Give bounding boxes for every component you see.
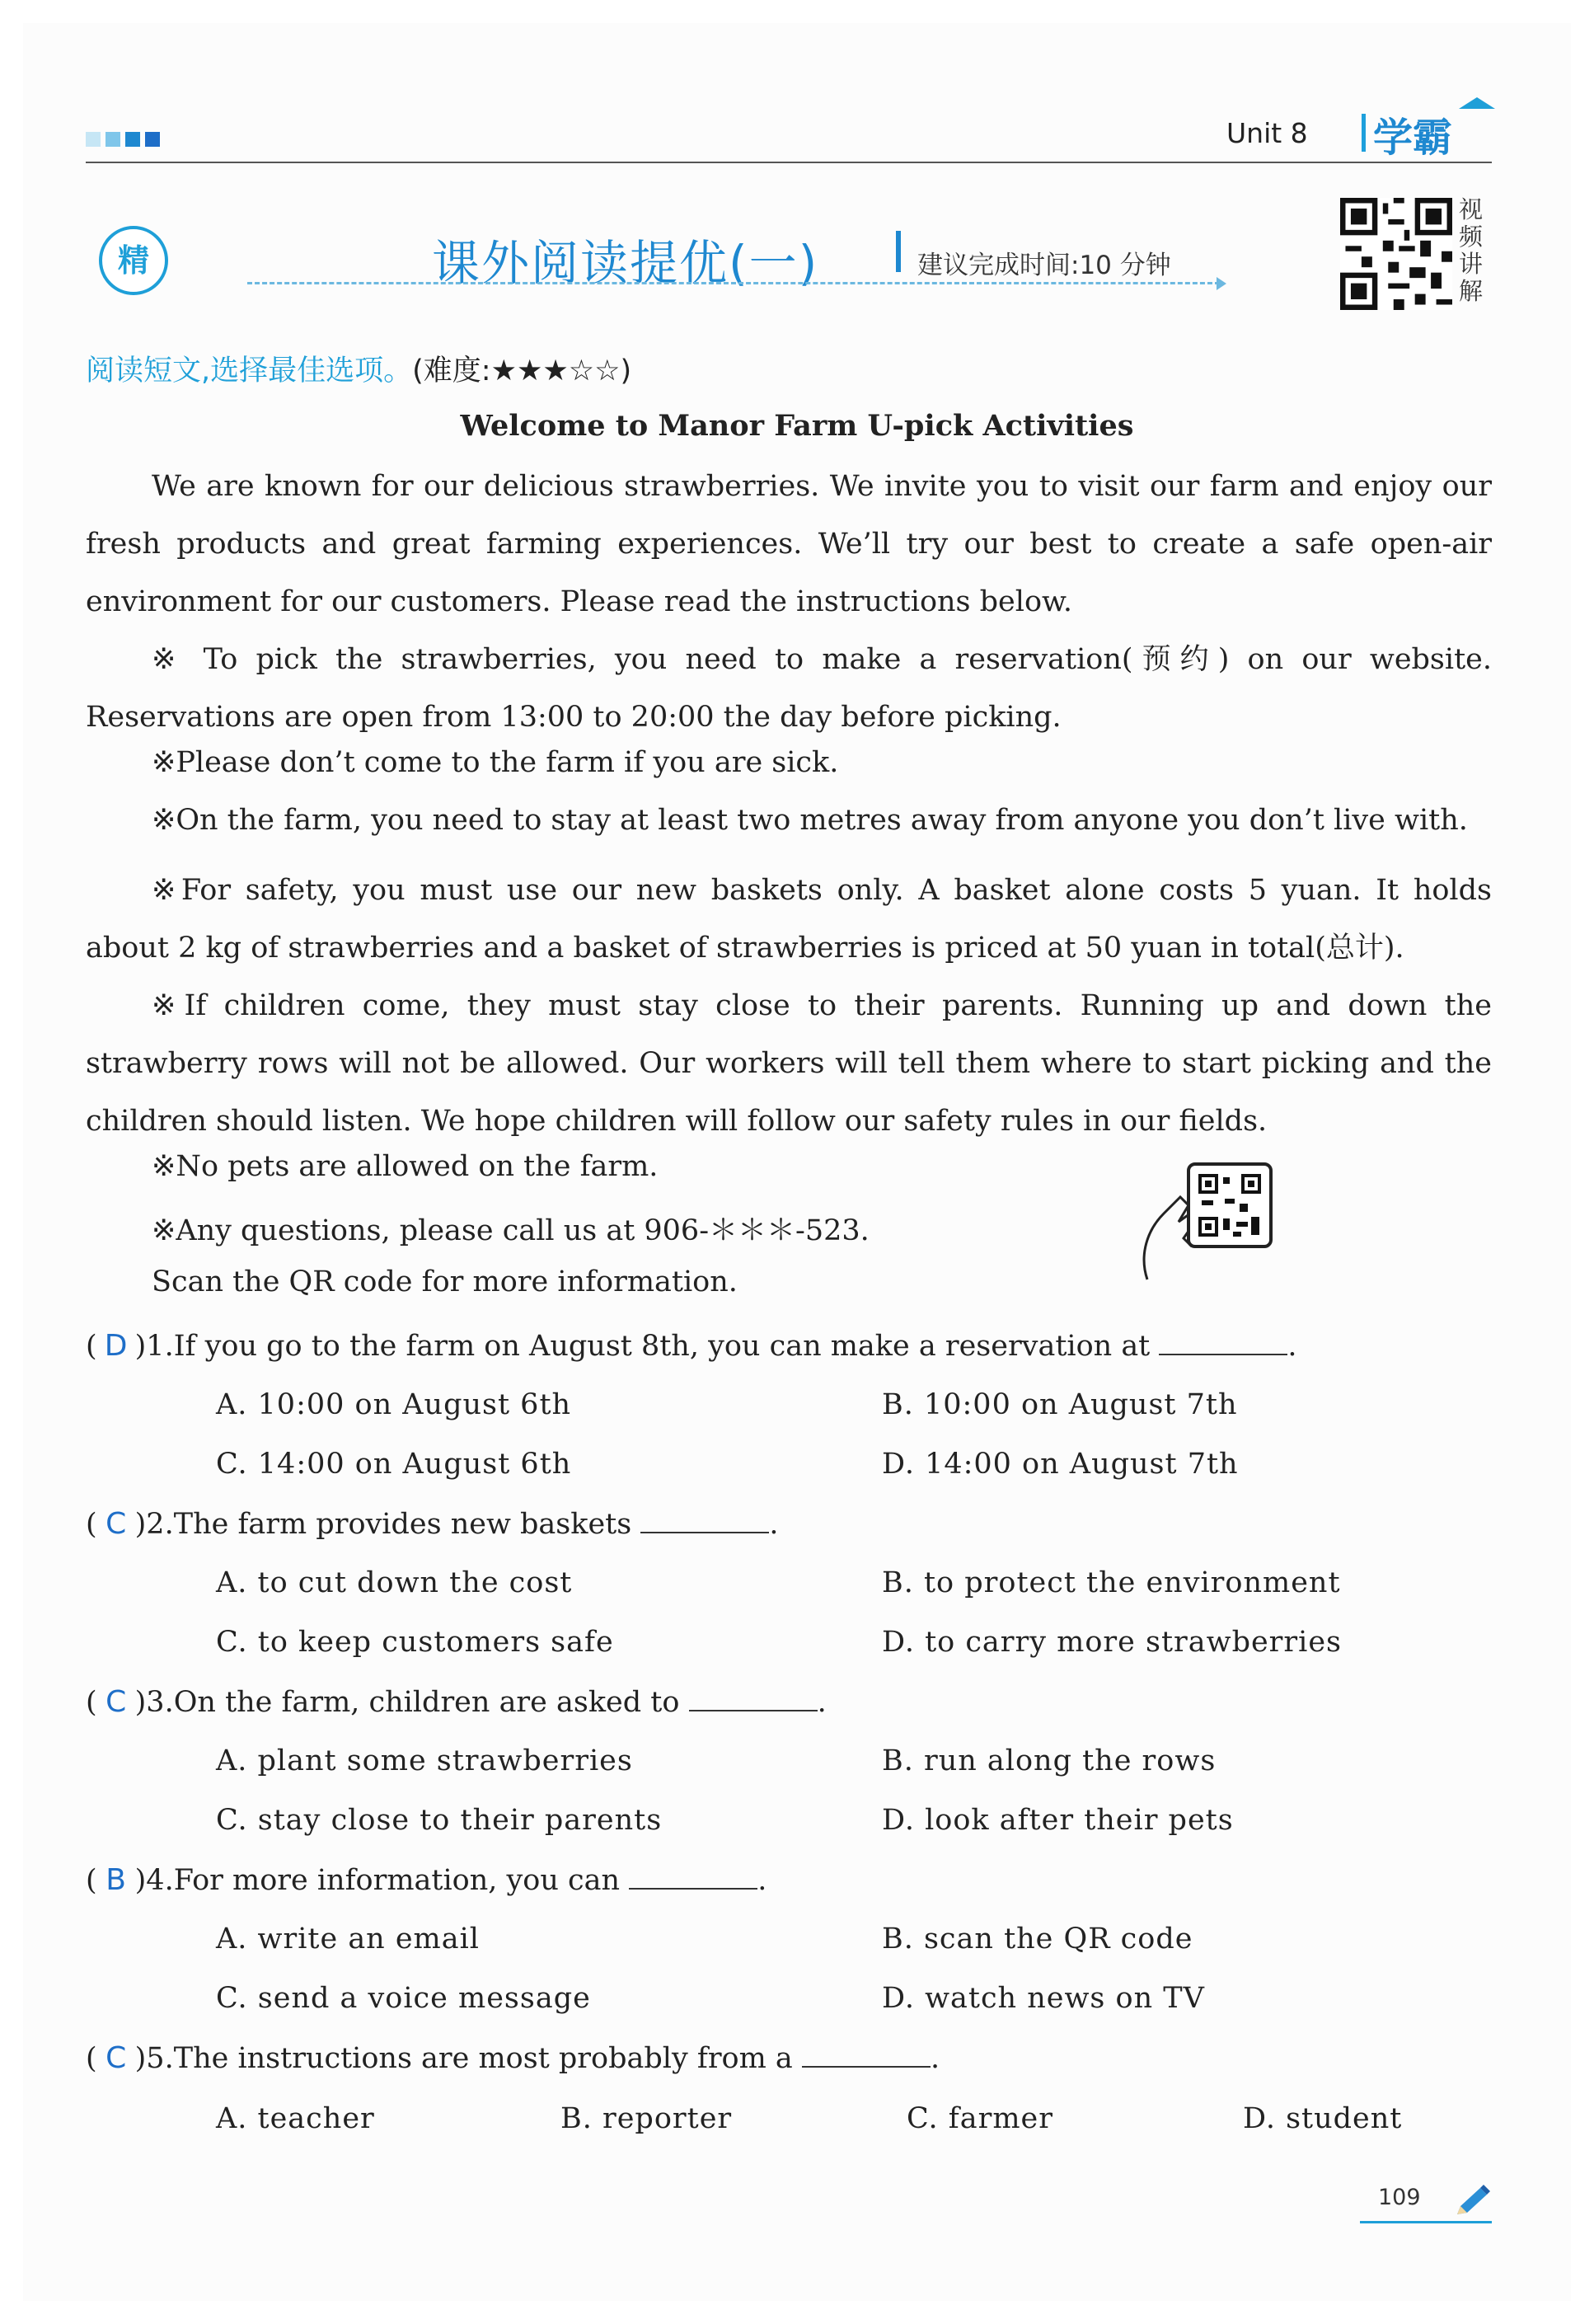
title-divider <box>896 231 901 272</box>
instruction-text: 阅读短文,选择最佳选项。 <box>86 354 413 387</box>
answer-4[interactable]: B <box>105 1863 126 1897</box>
option-5c[interactable]: C. farmer <box>907 2102 1053 2135</box>
question-number: )2. <box>134 1508 174 1541</box>
question-number: )3. <box>134 1686 174 1719</box>
header-decoration <box>86 132 160 147</box>
header-square-3 <box>125 132 140 147</box>
hand-qr-icon[interactable] <box>1131 1156 1296 1288</box>
question-5: ( C )5.The instructions are most probably from a . <box>86 2041 940 2075</box>
video-qr-code[interactable] <box>1340 198 1452 310</box>
arrow-icon <box>1217 277 1226 290</box>
question-stem: On the farm, children are asked to <box>173 1686 680 1719</box>
paragraph-9: Scan the QR code for more information. <box>152 1265 738 1298</box>
option-1b[interactable]: B. 10:00 on August 7th <box>882 1388 1238 1421</box>
paragraph-6: ※If children come, they must stay close to their parents. Running up and down the strawberry rows will not be allowed. Our workers will tell them where to start picking and the children should listen. We hope children will follow our safety rules in our fields. <box>86 989 1492 1138</box>
unit-label: Unit 8 <box>1226 117 1308 149</box>
option-3d[interactable]: D. look after their pets <box>882 1804 1234 1837</box>
option-1c[interactable]: C. 14:00 on August 6th <box>216 1448 572 1481</box>
answer-3[interactable]: C <box>105 1685 127 1719</box>
question-end: . <box>930 2042 940 2075</box>
question-stem: For more information, you can <box>173 1864 621 1897</box>
answer-blank[interactable] <box>802 2041 931 2068</box>
option-4b[interactable]: B. scan the QR code <box>882 1923 1193 1955</box>
question-2: ( C )2.The farm provides new baskets . <box>86 1507 779 1541</box>
option-4c[interactable]: C. send a voice message <box>216 1982 591 2015</box>
question-4: ( B )4.For more information, you can . <box>86 1863 767 1897</box>
answer-1[interactable]: D <box>104 1329 128 1363</box>
suggested-time: 建议完成时间:10 分钟 <box>917 251 1171 280</box>
pencil-icon <box>1452 2185 1490 2218</box>
option-2c[interactable]: C. to keep customers safe <box>216 1626 614 1659</box>
graduation-cap-icon <box>1459 97 1495 109</box>
header-separator <box>1362 114 1366 152</box>
page-number: 109 <box>1378 2185 1421 2210</box>
question-stem: If you go to the farm on August 8th, you can make a reservation at <box>173 1330 1151 1363</box>
option-5d[interactable]: D. student <box>1243 2102 1403 2135</box>
paragraph-4: ※On the farm, you need to stay at least two metres away from anyone you don’t live with. <box>152 804 1468 837</box>
option-1a[interactable]: A. 10:00 on August 6th <box>216 1388 572 1421</box>
option-5b[interactable]: B. reporter <box>560 2102 733 2135</box>
question-end: . <box>769 1508 779 1541</box>
question-3: ( C )3.On the farm, children are asked to . <box>86 1685 827 1719</box>
option-4a[interactable]: A. write an email <box>216 1923 481 1955</box>
header-rule <box>86 162 1492 163</box>
passage-title: Welcome to Manor Farm U-pick Activities <box>460 409 1134 443</box>
option-3c[interactable]: C. stay close to their parents <box>216 1804 663 1837</box>
question-end: . <box>1287 1330 1297 1363</box>
answer-blank[interactable] <box>689 1685 818 1711</box>
section-badge: 精 <box>99 226 168 295</box>
answer-5[interactable]: C <box>105 2041 127 2075</box>
title-dashed-line <box>247 282 1220 284</box>
header-square-1 <box>86 132 101 147</box>
footer-rule <box>1360 2221 1492 2223</box>
paragraph-2: ※ To pick the strawberries, you need to make a reservation(预约) on our website. Reservations are open from 13:00 to 20:00 the day before picking. <box>86 643 1492 734</box>
option-3a[interactable]: A. plant some strawberries <box>216 1744 633 1777</box>
paragraph-1: We are known for our delicious strawberries. We invite you to visit our farm and enjoy our fresh products and great farming experiences. We’ll try our best to create a safe open-air environment for our customers. Please read the instructions below. <box>86 470 1492 618</box>
answer-blank[interactable] <box>629 1863 757 1890</box>
answer-2[interactable]: C <box>105 1507 127 1541</box>
header-square-4 <box>145 132 160 147</box>
question-end: . <box>757 1864 767 1897</box>
question-stem: The instructions are most probably from a <box>173 2042 793 2075</box>
option-5a[interactable]: A. teacher <box>216 2102 375 2135</box>
option-1d[interactable]: D. 14:00 on August 7th <box>882 1448 1239 1481</box>
question-end: . <box>817 1686 827 1719</box>
paragraph-5: ※For safety, you must use our new baskets only. A basket alone costs 5 yuan. It holds about 2 kg of strawberries and a basket of strawberries is priced at 50 yuan in total(总计). <box>86 874 1492 965</box>
section-title: 课外阅读提优(一) <box>432 235 819 291</box>
option-2a[interactable]: A. to cut down the cost <box>216 1566 573 1599</box>
question-number: )1. <box>134 1330 174 1363</box>
question-number: )5. <box>134 2042 174 2075</box>
option-2b[interactable]: B. to protect the environment <box>882 1566 1341 1599</box>
question-stem: The farm provides new baskets <box>173 1508 632 1541</box>
option-2d[interactable]: D. to carry more strawberries <box>882 1626 1343 1659</box>
question-1: ( D )1.If you go to the farm on August 8th, you can make a reservation at . <box>86 1329 1297 1363</box>
question-number: )4. <box>134 1864 174 1897</box>
option-3b[interactable]: B. run along the rows <box>882 1744 1217 1777</box>
paragraph-7: ※No pets are allowed on the farm. <box>152 1150 659 1183</box>
difficulty-rating: (难度:★★★☆☆) <box>412 354 632 387</box>
brand-logo: 学霸 <box>1373 115 1453 161</box>
paragraph-8: ※Any questions, please call us at 906-＊＊＊-523. <box>152 1214 870 1247</box>
instruction <box>86 348 631 389</box>
answer-blank[interactable] <box>640 1507 769 1533</box>
answer-blank[interactable] <box>1159 1329 1287 1355</box>
qr-caption: 视频讲解 <box>1459 195 1484 305</box>
option-4d[interactable]: D. watch news on TV <box>882 1982 1205 2015</box>
paragraph-3: ※Please don’t come to the farm if you are sick. <box>152 746 839 779</box>
header-square-2 <box>105 132 120 147</box>
